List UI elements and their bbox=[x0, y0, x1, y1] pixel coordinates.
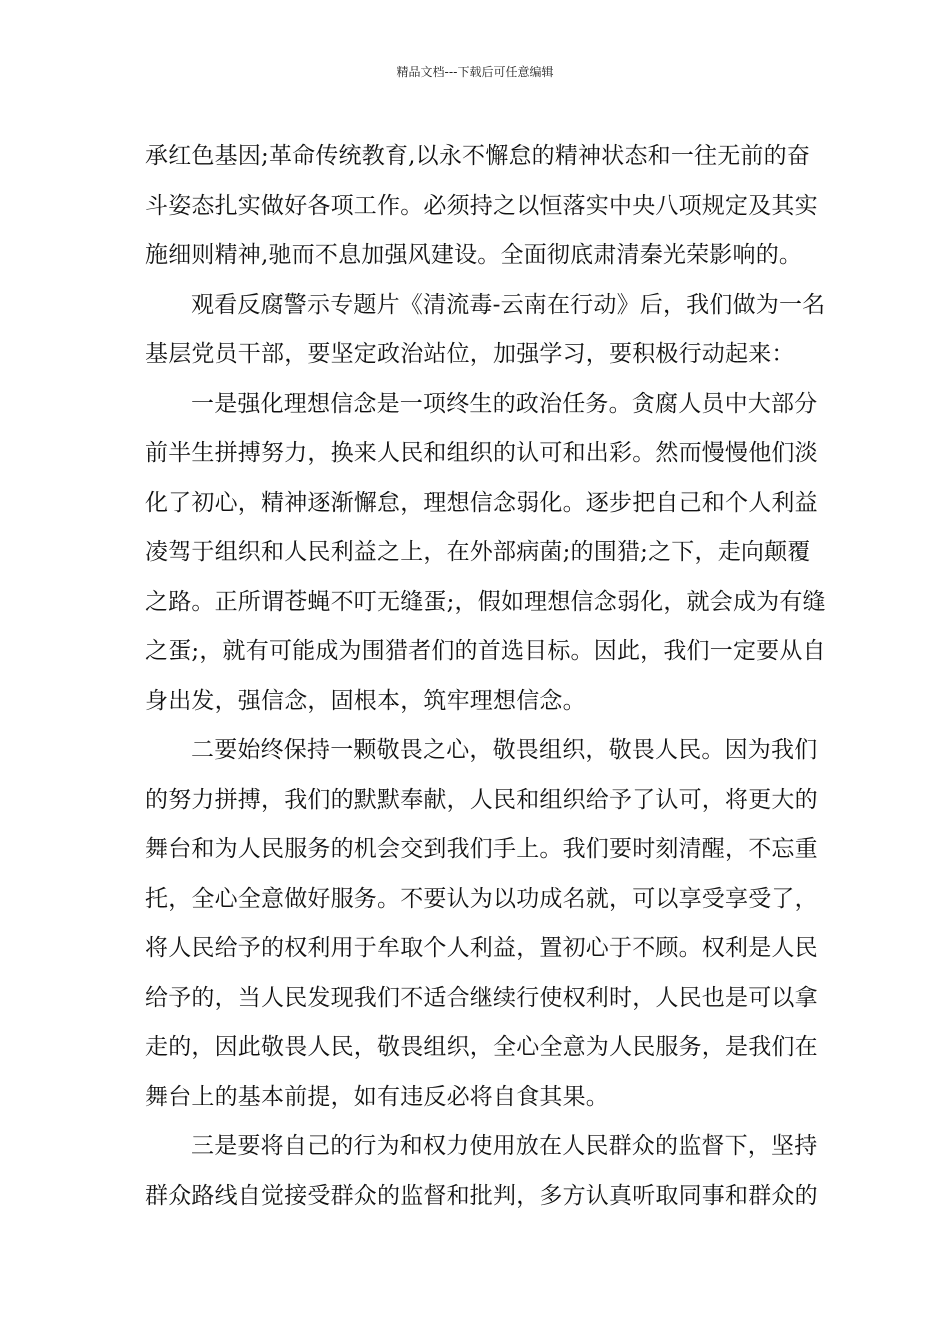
text-line: 基层党员干部，要坚定政治站位，加强学习，要积极行动起来： bbox=[145, 341, 795, 367]
text-line: 承红色基因;革命传统教育,以永不懈怠的精神状态和一往无前的奋 bbox=[145, 143, 811, 169]
document-body bbox=[145, 132, 826, 1221]
text-line: 化了初心，精神逐渐懈怠，理想信念弱化。逐步把自己和个人利益 bbox=[145, 489, 818, 516]
page-header: 精品文档---下载后可任意编辑 bbox=[396, 65, 554, 79]
text-line: 给予的，当人民发现我们不适合继续行使权利时，人民也是可以拿 bbox=[145, 984, 818, 1011]
text-line: 将人民给予的权利用于牟取个人利益，置初心于不顾。权利是人民 bbox=[145, 935, 818, 961]
text-line: 托，全心全意做好服务。不要认为以功成名就，可以享受享受了， bbox=[145, 885, 818, 912]
text-line: 的努力拼搏，我们的默默奉献，人民和组织给予了认可，将更大的 bbox=[145, 786, 818, 813]
text-line: 斗姿态扎实做好各项工作。必须持之以恒落实中央八项规定及其实 bbox=[145, 192, 818, 219]
text-line: 群众路线自觉接受群众的监督和批判，多方认真听取同事和群众的 bbox=[145, 1182, 818, 1209]
paragraph-start-line: 三是要将自己的行为和权力使用放在人民群众的监督下，坚持 bbox=[191, 1133, 818, 1159]
text-line: 前半生拼搏努力，换来人民和组织的认可和出彩。然而慢慢他们淡 bbox=[145, 440, 818, 466]
text-line: 走的，因此敬畏人民，敬畏组织，全心全意为人民服务，是我们在 bbox=[145, 1034, 818, 1060]
text-line: 身出发，强信念，固根本，筑牢理想信念。 bbox=[145, 687, 586, 714]
text-line: 舞台和为人民服务的机会交到我们手上。我们要时刻清醒，不忘重 bbox=[145, 836, 818, 862]
paragraph-start-line: 一是强化理想信念是一项终生的政治任务。贪腐人员中大部分 bbox=[191, 390, 818, 417]
text-line: 舞台上的基本前提，如有违反必将自食其果。 bbox=[145, 1083, 609, 1110]
paragraph-start-line: 观看反腐警示专题片《清流毒-云南在行动》后，我们做为一名 bbox=[191, 291, 826, 318]
text-line: 之蛋;，就有可能成为围猎者们的首选目标。因此，我们一定要从自 bbox=[145, 638, 826, 664]
text-line: 之路。正所谓苍蝇不叮无缝蛋;，假如理想信念弱化，就会成为有缝 bbox=[145, 588, 826, 615]
paragraph-start-line: 二要始终保持一颗敬畏之心，敬畏组织，敬畏人民。因为我们 bbox=[191, 737, 818, 763]
text-line: 凌驾于组织和人民利益之上，在外部病菌;的围猎;之下，走向颠覆 bbox=[145, 539, 811, 565]
text-line: 施细则精神,驰而不息加强风建设。全面彻底肃清秦光荣影响的。 bbox=[145, 242, 803, 268]
